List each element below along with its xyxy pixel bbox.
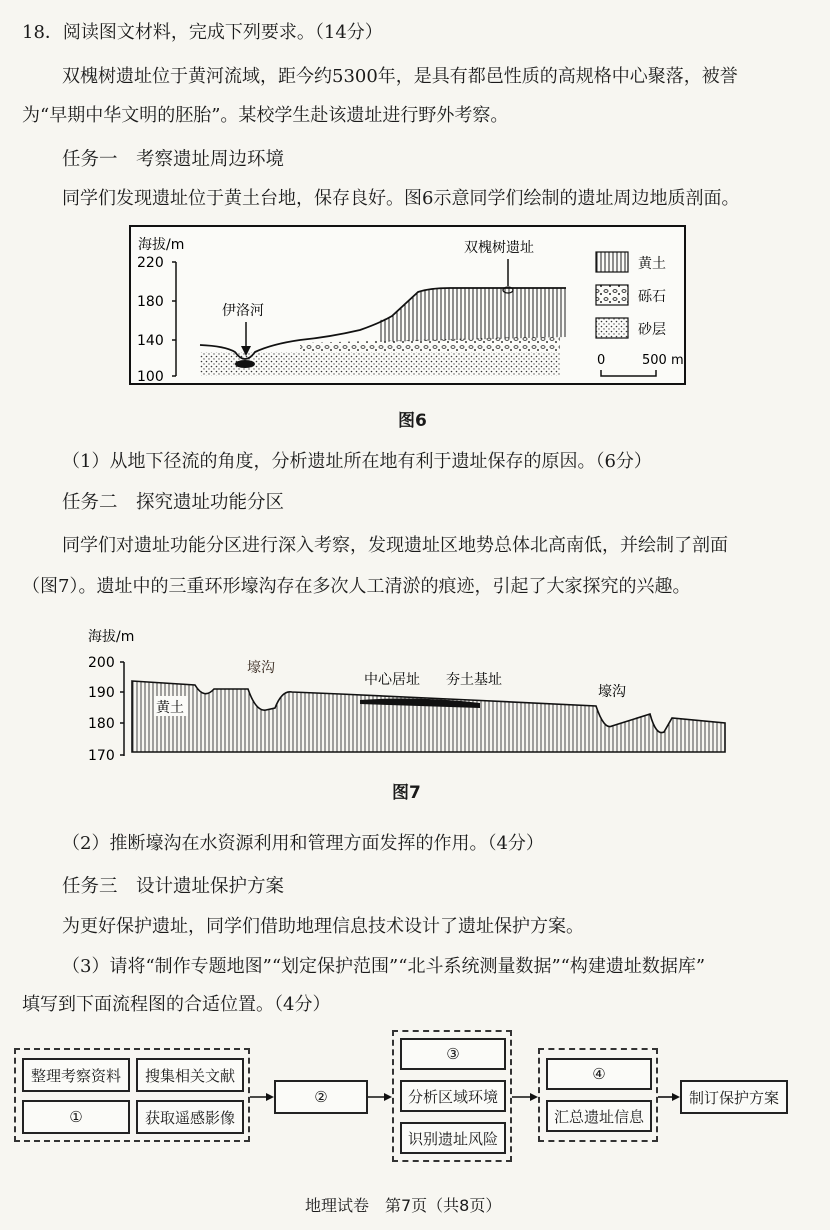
fig7-label-rammed: 夯土基址 bbox=[446, 672, 502, 688]
question-3-line-2: 填写到下面流程图的合适位置。（4分） bbox=[22, 994, 331, 1015]
flow-box-analyze: 分析区域环境 bbox=[400, 1080, 506, 1112]
flow-box-risk: 识别遗址风险 bbox=[400, 1122, 506, 1154]
task3-text: 为更好保护遗址，同学们借助地理信息技术设计了遗址保护方案。 bbox=[62, 916, 584, 937]
flow-box-blank-2[interactable]: ② bbox=[274, 1080, 368, 1114]
fig7-profile bbox=[132, 681, 725, 752]
fig7-label-moat-left: 壕沟 bbox=[247, 660, 275, 676]
legend-sand-swatch bbox=[596, 318, 628, 338]
flow-box-final: 制订保护方案 bbox=[680, 1080, 788, 1114]
flow-box-summarize: 汇总遗址信息 bbox=[546, 1100, 652, 1132]
intro-line-2: 为“早期中华文明的胚胎”。某校学生赴该遗址进行野外考察。 bbox=[22, 105, 509, 126]
fig7-label-loess: 黄土 bbox=[156, 700, 184, 716]
flow-box-blank-4[interactable]: ④ bbox=[546, 1058, 652, 1090]
page-footer: 地理试卷 第7页（共8页） bbox=[305, 1196, 502, 1215]
flow-box-blank-3[interactable]: ③ bbox=[400, 1038, 506, 1070]
legend-loess-swatch bbox=[596, 252, 628, 272]
fig7-tick-180: 180 bbox=[88, 716, 115, 732]
legend-gravel-swatch bbox=[596, 285, 628, 305]
legend-gravel-label: 砾石 bbox=[638, 289, 666, 305]
question-2: （2）推断壕沟在水资源利用和管理方面发挥的作用。（4分） bbox=[62, 833, 544, 854]
fig6-tick-180: 180 bbox=[137, 294, 164, 310]
figure-6 bbox=[0, 0, 830, 400]
fig7-label-moat-right: 壕沟 bbox=[598, 684, 626, 700]
fig7-tick-170: 170 bbox=[88, 748, 115, 764]
question-1: （1）从地下径流的角度，分析遗址所在地有利于遗址保存的原因。（6分） bbox=[62, 451, 652, 472]
flow-box-blank-1[interactable]: ① bbox=[22, 1100, 130, 1134]
task2-heading: 任务二 探究遗址功能分区 bbox=[62, 492, 285, 513]
fig6-tick-140: 140 bbox=[137, 333, 164, 349]
scale-value: 500 m bbox=[642, 353, 684, 368]
flow-box-remote-sensing: 获取遥感影像 bbox=[136, 1100, 244, 1134]
figure-6-caption: 图6 bbox=[398, 411, 427, 431]
fig6-river bbox=[235, 360, 255, 368]
flow-box-literature: 搜集相关文献 bbox=[136, 1058, 244, 1092]
fig7-ylabel: 海拔/m bbox=[88, 629, 135, 645]
fig6-ylabel: 海拔/m bbox=[138, 237, 185, 253]
fig6-tick-220: 220 bbox=[137, 255, 164, 271]
fig7-tick-200: 200 bbox=[88, 655, 115, 671]
question-title: 18．阅读图文材料，完成下列要求。（14分） bbox=[22, 22, 383, 43]
scale-zero: 0 bbox=[597, 353, 606, 368]
intro-line-1: 双槐树遗址位于黄河流域，距今约5300年，是具有都邑性质的高规格中心聚落，被誉 bbox=[62, 66, 738, 87]
task2-text-line-2: （图7）。遗址中的三重环形壕沟存在多次人工清淤的痕迹，引起了大家探究的兴趣。 bbox=[22, 576, 691, 597]
fig7-tick-190: 190 bbox=[88, 685, 115, 701]
question-3-line-1: （3）请将“制作专题地图”“划定保护范围”“北斗系统测量数据”“构建遗址数据库” bbox=[62, 956, 706, 977]
legend-loess-label: 黄土 bbox=[638, 256, 666, 272]
fig7-label-center: 中心居址 bbox=[364, 672, 420, 688]
task3-heading: 任务三 设计遗址保护方案 bbox=[62, 876, 285, 897]
figure-7-caption: 图7 bbox=[392, 783, 421, 803]
task1-heading: 任务一 考察遗址周边环境 bbox=[62, 149, 285, 170]
fig6-site-label: 双槐树遗址 bbox=[464, 240, 534, 256]
task2-text-line-1: 同学们对遗址功能分区进行深入考察，发现遗址区地势总体北高南低，并绘制了剖面 bbox=[62, 535, 728, 556]
fig6-tick-100: 100 bbox=[137, 369, 164, 385]
figure-7 bbox=[0, 600, 830, 800]
legend-sand-label: 砂层 bbox=[638, 322, 666, 338]
fig6-river-label: 伊洛河 bbox=[222, 303, 264, 319]
flow-box-organize: 整理考察资料 bbox=[22, 1058, 130, 1092]
task1-text: 同学们发现遗址位于黄土台地，保存良好。图6示意同学们绘制的遗址周边地质剖面。 bbox=[62, 188, 740, 209]
